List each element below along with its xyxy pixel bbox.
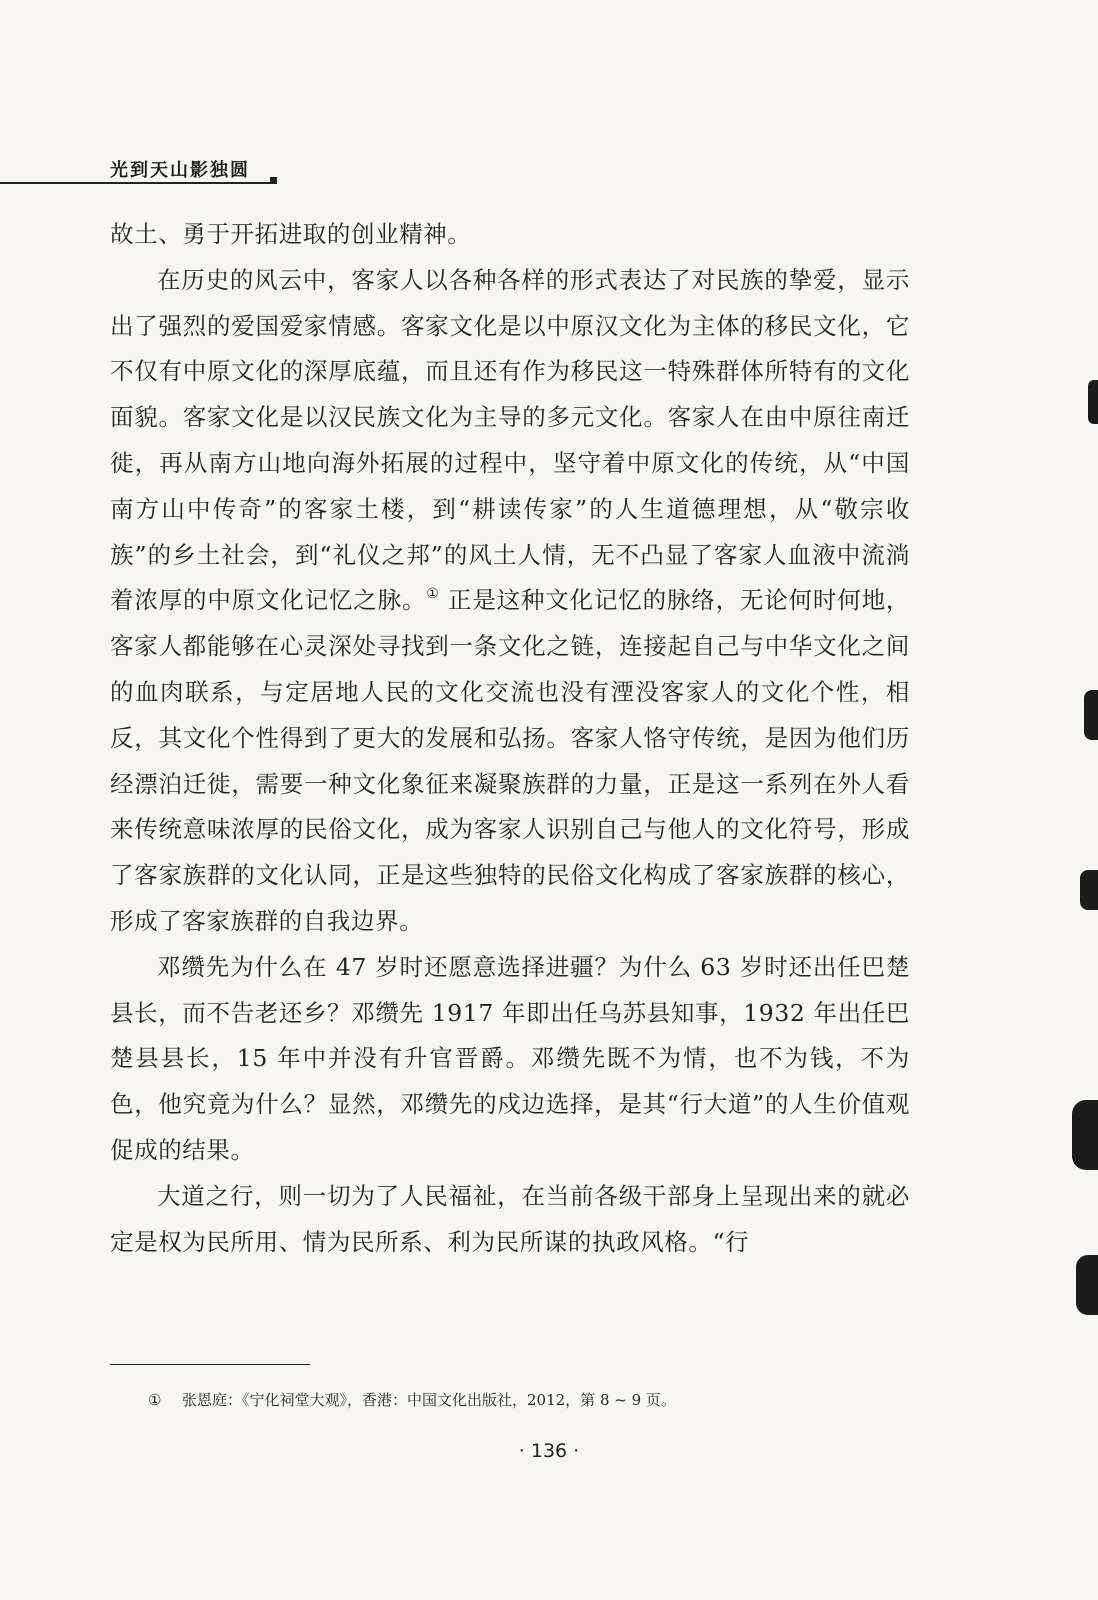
footnote-text: 张恩庭：《宁化祠堂大观》，香港：中国文化出版社，2012，第 8 ~ 9 页。 [182,1391,676,1409]
paragraph-4: 大道之行，则一切为了人民福祉，在当前各级干部身上呈现出来的就必定是权为民所用、情为民所系、利为民所谋的执政风格。“行 [110,1181,910,1256]
header-square-mark [270,177,277,184]
scan-edge-smudge [1084,690,1098,740]
paragraph-3: 邓缵先为什么在 47 岁时还愿意选择进疆？为什么 63 岁时还出任巴楚县长，而不告老还乡？邓缵先 1917 年即出任乌苏县知事，1932 年出任巴楚县县长，15 年中并没有升官晋爵。邓缵先既不为情，也不为钱，不为色，他究竟为什么？显然，邓缵先的戍边选择，是其“行大道”的人生价值观促成的结果。 [110,952,910,1164]
scan-edge-smudge [1088,380,1098,424]
paragraph-2-continuation: 正是这种文化记忆的脉络，无论何时何地，客家人都能够在心灵深处寻找到一条文化之链，连接起自己与中华文化之间的血肉联系，与定居地人民的文化交流也没有湮没客家人的文化个性，相反，其文化个性得到了更大的发展和弘扬。客家人恪守传统，是因为他们历经漂泊迁徙，需要一种文化象征来凝聚族群的力量，正是这一系列在外人看来传统意味浓厚的民俗文化，成为客家人识别自己与他人的文化符号，形成了客家族群的文化认同，正是这些独特的民俗文化构成了客家族群的核心，形成了客家族群的自我边界。 [110,586,911,935]
scan-edge-smudge [1072,1100,1098,1170]
header-rule [0,182,270,184]
page-number: · 136 · [518,1440,580,1462]
paragraph-2-text: 在历史的风云中，客家人以各种各样的形式表达了对民族的挚爱，显示出了强烈的爱国爱家情感。客家文化是以中原汉文化为主体的移民文化，它不仅有中原文化的深厚底蕴，而且还有作为移民这一特殊群体所特有的文化面貌。客家文化是以汉民族文化为主导的多元文化。客家人在由中原往南迁徙，再从南方山地向海外拓展的过程中，坚守着中原文化的传统，从“中国南方山中传奇”的客家土楼，到“耕读传家”的人生道德理想，从“敬宗收族”的乡土社会，到“礼仪之邦”的风土人情，无不凸显了客家人血液中流淌着浓厚的中原文化记忆之脉。 [110,265,910,615]
paragraph-2 [110,258,910,945]
footnote-mark: ① [148,1391,162,1409]
scan-edge-smudge [1076,1255,1098,1315]
footnote-rule [110,1364,310,1365]
running-head: 光到天山影独圆 [110,160,250,181]
scan-edge-smudge [1080,870,1098,910]
footnote [148,1388,908,1412]
body-text [110,212,910,1265]
paragraph-1: 故土、勇于开拓进取的创业精神。 [110,220,472,248]
footnote-reference: ① [426,586,440,603]
